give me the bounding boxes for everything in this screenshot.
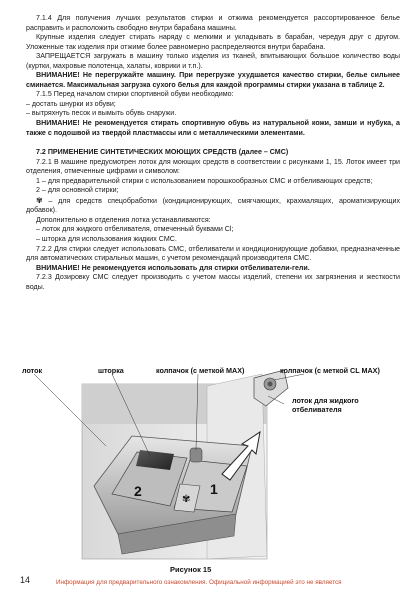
list-item-prewash: 1 – для предварительной стирки с использованием порошкообразных СМС и отбеливающих средств; [36,176,373,185]
softener-flower-icon: ✾ [182,494,191,505]
softener-text: – для средств спецобработки (кондиционирующих, смягчающих, крахмалящих, ароматизирующих добавок). [26,196,400,215]
compartment-number-1: 1 [210,481,218,497]
cap-max [190,448,202,462]
label-cap-max: колпачок (с меткой MAX) [156,366,245,375]
section-heading-7-2: 7.2 ПРИМЕНЕНИЕ СИНТЕТИЧЕСКИХ МОЮЩИХ СРЕДСТВ (далее – СМС) [36,148,289,157]
page-number: 14 [20,575,31,585]
paragraph-7-1-5: 7.1.5 Перед началом стирки спортивной обуви необходимо: [36,90,234,99]
label-cap-cl-max: колпачок (с меткой CL MAX) [280,366,380,375]
list-item-main-wash: 2 – для основной стирки; [36,186,119,195]
figure-caption: Рисунок 15 [170,565,212,574]
list-item-shutter: – шторка для использования жидких СМС. [36,235,177,244]
footer-disclaimer: Информация для предварительного ознакомления. Официальной информацией это не является [56,579,342,586]
flower-icon: ✾ [36,195,43,205]
paragraph-large-items: Крупные изделия следует стирать наряду с мелкими и укладывать в барабан, чередуя друг с другом. Уложенные так изделия при отжиме более равномерно распределяются внутри барабана. [26,33,400,51]
paragraph-7-2-2: 7.2.2 Для стирки следует использовать СМС, отбеливатели и кондиционирующие добавки, предназначенные для автоматических стиральных машин, с учетом рекомендаций производителя СМС. [26,244,400,263]
figure-15-detergent-drawer [22,366,400,566]
list-item-laces: – достать шнурки из обуви; [26,99,116,108]
compartment-number-2: 2 [134,483,142,499]
list-item-softener [26,196,400,216]
paragraph-prohibited: ЗАПРЕЩАЕТСЯ загружать в машину только изделия из тканей, впитывающих большое количество воды (куртки, махровые полотенца, халаты, коврики и т.п.). [26,52,400,70]
label-bleach-tray: лоток для жидкого отбеливателя [292,396,359,414]
label-shutter: шторка [98,366,124,375]
page-text [26,14,400,292]
paragraph-warning-gel: ВНИМАНИЕ! Не рекомендуется использовать для стирки отбеливатели-гели. [36,263,310,272]
paragraph-warning-shoes: ВНИМАНИЕ! Не рекомендуется стирать спортивную обувь из натуральной кожи, замши и нубука, а также с подошвой из твердой пластмассы или с металлическими элементами. [26,119,400,137]
label-tray: лоток [22,366,43,375]
list-item-bleach-tray: – лоток для жидкого отбеливателя, отмеченный буквами Cl; [36,225,234,234]
paragraph-7-1-4: 7.1.4 Для получения лучших результатов стирки и отжима рекомендуется рассортированное белье расправить и расположить свободно внутри барабана машины. [26,14,400,32]
paragraph-additionally: Дополнительно в отделения лотка устанавливаются: [36,215,211,224]
paragraph-warning-overload: ВНИМАНИЕ! Не перегружайте машину. При перегрузке ухудшается качество стирки, белье сильнее сминается. Максимальная загрузка сухого белья для каждой программы стирки указана в таблице 2. [26,71,400,89]
paragraph-7-2-3: 7.2.3 Дозировку СМС следует производить с учетом массы изделий, степени их загрязнения и жесткости воды. [26,273,400,291]
paragraph-7-2-1: 7.2.1 В машине предусмотрен лоток для моющих средств в соответствии с рисунками 1, 15. Лоток имеет три отделения, отмеченные цифрами и символом: [26,157,400,176]
list-item-sand: – вытряхнуть песок и вымыть обувь снаружи. [26,109,177,118]
